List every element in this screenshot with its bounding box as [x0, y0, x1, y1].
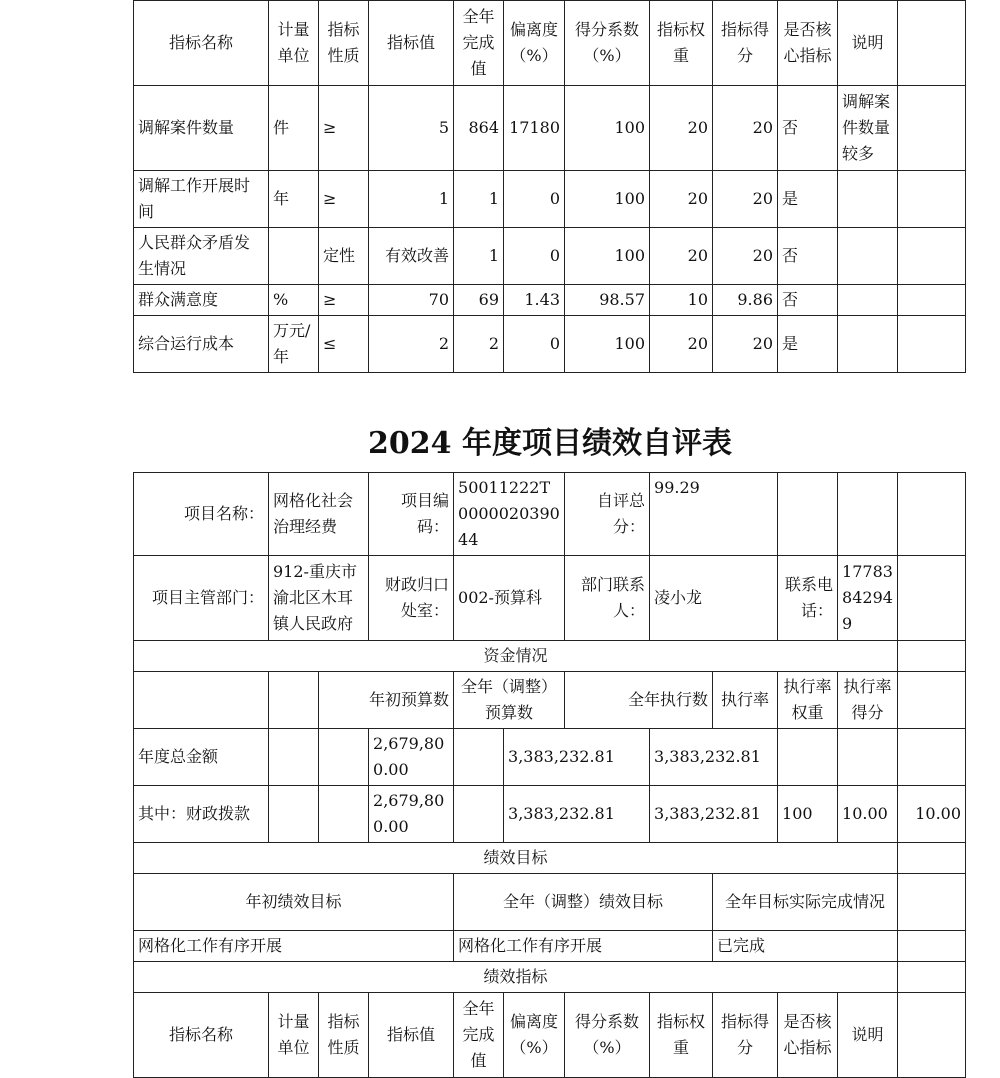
empty-cell — [454, 729, 504, 786]
goals-header-row — [134, 874, 966, 931]
empty-cell — [898, 962, 966, 993]
empty-cell — [454, 786, 504, 843]
empty-cell — [898, 931, 966, 962]
row-coef: 100 — [565, 228, 650, 285]
initial-goal: 网格化工作有序开展 — [134, 931, 454, 962]
row-name: 调解工作开展时间 — [134, 171, 269, 228]
funds-budget: 2,679,800.00 — [369, 786, 454, 843]
adjusted-goal: 网格化工作有序开展 — [454, 931, 713, 962]
table-row — [134, 316, 966, 373]
row-value: 有效改善 — [369, 228, 454, 285]
row-note: 调解案件数量较多 — [838, 86, 898, 171]
table-row — [134, 171, 966, 228]
row-value: 5 — [369, 86, 454, 171]
row-nature: 定性 — [319, 228, 369, 285]
empty-cell — [319, 729, 369, 786]
contact-value: 凌小龙 — [650, 556, 778, 641]
row-nature: ≥ — [319, 86, 369, 171]
row-name: 群众满意度 — [134, 285, 269, 316]
header-value: 指标值 — [369, 1, 454, 86]
initial-goal-header: 年初绩效目标 — [134, 874, 454, 931]
header-coef: 得分系数（%） — [565, 1, 650, 86]
section-row — [134, 641, 966, 672]
row-actual: 2 — [454, 316, 504, 373]
funds-score: 10.00 — [898, 786, 966, 843]
row-core: 否 — [778, 86, 838, 171]
header-unit: 计量单位 — [269, 993, 319, 1078]
row-coef: 98.57 — [565, 285, 650, 316]
funds-exec: 3,383,232.81 — [650, 786, 778, 843]
department-value: 912-重庆市渝北区木耳镇人民政府 — [269, 556, 369, 641]
rate-weight-header: 执行率权重 — [778, 672, 838, 729]
row-note — [838, 228, 898, 285]
section-row — [134, 843, 966, 874]
header-core: 是否核心指标 — [778, 1, 838, 86]
self-evaluation-table — [133, 472, 966, 1078]
funds-weight — [838, 729, 898, 786]
empty-cell — [269, 672, 319, 729]
header-deviation: 偏离度（%） — [504, 993, 565, 1078]
header-unit: 计量单位 — [269, 1, 319, 86]
empty-cell — [898, 285, 966, 316]
row-actual: 1 — [454, 171, 504, 228]
header-name: 指标名称 — [134, 993, 269, 1078]
empty-cell — [898, 874, 966, 931]
row-score: 20 — [713, 316, 778, 373]
row-value: 70 — [369, 285, 454, 316]
row-weight: 20 — [650, 171, 713, 228]
table-row — [134, 228, 966, 285]
goals-section-title: 绩效目标 — [134, 843, 898, 874]
funds-rate: 100 — [778, 786, 838, 843]
row-weight: 10 — [650, 285, 713, 316]
row-weight: 20 — [650, 316, 713, 373]
empty-cell — [898, 641, 966, 672]
row-deviation: 1.43 — [504, 285, 565, 316]
empty-cell — [898, 672, 966, 729]
funds-header-row — [134, 672, 966, 729]
header-actual: 全年完成值 — [454, 993, 504, 1078]
row-nature: ≥ — [319, 171, 369, 228]
actual-goal: 已完成 — [713, 931, 898, 962]
row-unit — [269, 228, 319, 285]
row-score: 20 — [713, 171, 778, 228]
row-score: 20 — [713, 86, 778, 171]
funds-row-label: 年度总金额 — [134, 729, 269, 786]
row-name: 人民群众矛盾发生情况 — [134, 228, 269, 285]
row-value: 2 — [369, 316, 454, 373]
adjusted-budget-header: 全年（调整）预算数 — [454, 672, 565, 729]
header-name: 指标名称 — [134, 1, 269, 86]
empty-cell — [898, 171, 966, 228]
empty-cell — [898, 1, 966, 86]
row-score: 9.86 — [713, 285, 778, 316]
funds-exec: 3,383,232.81 — [650, 729, 778, 786]
self-score-label: 自评总分： — [565, 473, 650, 556]
rate-header: 执行率 — [713, 672, 778, 729]
phone-value: 17783842949 — [838, 556, 898, 641]
table-row — [134, 285, 966, 316]
row-actual: 864 — [454, 86, 504, 171]
empty-cell — [269, 786, 319, 843]
project-name-value: 网格化社会治理经费 — [269, 473, 369, 556]
table-header-row — [134, 993, 966, 1078]
header-score: 指标得分 — [713, 993, 778, 1078]
actual-goal-header: 全年目标实际完成情况 — [713, 874, 898, 931]
finance-office-value: 002-预算科 — [454, 556, 565, 641]
empty-cell — [898, 993, 966, 1078]
header-weight: 指标权重 — [650, 1, 713, 86]
funds-rate — [778, 729, 838, 786]
row-actual: 1 — [454, 228, 504, 285]
row-weight: 20 — [650, 228, 713, 285]
table-header-row — [134, 1, 966, 86]
funds-row — [134, 786, 966, 843]
row-note — [838, 285, 898, 316]
empty-cell — [898, 228, 966, 285]
empty-cell — [898, 843, 966, 874]
header-weight: 指标权重 — [650, 993, 713, 1078]
empty-cell — [898, 316, 966, 373]
empty-cell — [319, 786, 369, 843]
row-actual: 69 — [454, 285, 504, 316]
header-nature: 指标性质 — [319, 993, 369, 1078]
header-deviation: 偏离度（%） — [504, 1, 565, 86]
row-score: 20 — [713, 228, 778, 285]
row-note — [838, 171, 898, 228]
project-code-label: 项目编码： — [369, 473, 454, 556]
row-unit: 件 — [269, 86, 319, 171]
funds-row — [134, 729, 966, 786]
header-note: 说明 — [838, 1, 898, 86]
row-coef: 100 — [565, 316, 650, 373]
header-score: 指标得分 — [713, 1, 778, 86]
department-label: 项目主管部门： — [134, 556, 269, 641]
empty-cell — [778, 473, 838, 556]
row-unit: 万元/年 — [269, 316, 319, 373]
row-deviation: 0 — [504, 228, 565, 285]
row-core: 否 — [778, 285, 838, 316]
project-info-row — [134, 556, 966, 641]
header-coef: 得分系数（%） — [565, 993, 650, 1078]
page-title: 2024 年度项目绩效自评表 — [368, 426, 732, 461]
self-score-value: 99.29 — [650, 473, 778, 556]
funds-section-title: 资金情况 — [134, 641, 898, 672]
contact-label: 部门联系人： — [565, 556, 650, 641]
header-core: 是否核心指标 — [778, 993, 838, 1078]
project-code-value: 50011222T000002039044 — [454, 473, 565, 556]
row-nature: ≤ — [319, 316, 369, 373]
funds-adjusted: 3,383,232.81 — [504, 786, 650, 843]
row-unit: % — [269, 285, 319, 316]
row-deviation: 0 — [504, 171, 565, 228]
empty-cell — [134, 672, 269, 729]
row-coef: 100 — [565, 86, 650, 171]
row-core: 是 — [778, 316, 838, 373]
row-note — [838, 316, 898, 373]
header-value: 指标值 — [369, 993, 454, 1078]
table-row — [134, 86, 966, 171]
budget-header: 年初预算数 — [319, 672, 454, 729]
row-deviation: 17180 — [504, 86, 565, 171]
finance-office-label: 财政归口处室： — [369, 556, 454, 641]
row-nature: ≥ — [319, 285, 369, 316]
row-core: 是 — [778, 171, 838, 228]
indicators-section-title: 绩效指标 — [134, 962, 898, 993]
empty-cell — [898, 556, 966, 641]
empty-cell — [898, 473, 966, 556]
funds-budget: 2,679,800.00 — [369, 729, 454, 786]
empty-cell — [838, 473, 898, 556]
project-info-row — [134, 473, 966, 556]
section-row — [134, 962, 966, 993]
row-weight: 20 — [650, 86, 713, 171]
project-name-label: 项目名称： — [134, 473, 269, 556]
header-note: 说明 — [838, 993, 898, 1078]
row-core: 否 — [778, 228, 838, 285]
funds-adjusted: 3,383,232.81 — [504, 729, 650, 786]
funds-row-label: 其中：财政拨款 — [134, 786, 269, 843]
rate-score-header: 执行率得分 — [838, 672, 898, 729]
row-value: 1 — [369, 171, 454, 228]
row-coef: 100 — [565, 171, 650, 228]
execution-header: 全年执行数 — [565, 672, 713, 729]
row-deviation: 0 — [504, 316, 565, 373]
row-unit: 年 — [269, 171, 319, 228]
goals-row — [134, 931, 966, 962]
phone-label: 联系电话： — [778, 556, 838, 641]
header-nature: 指标性质 — [319, 1, 369, 86]
indicator-table-top — [133, 0, 966, 373]
header-actual: 全年完成值 — [454, 1, 504, 86]
funds-score — [898, 729, 966, 786]
adjusted-goal-header: 全年（调整）绩效目标 — [454, 874, 713, 931]
row-name: 调解案件数量 — [134, 86, 269, 171]
empty-cell — [898, 86, 966, 171]
row-name: 综合运行成本 — [134, 316, 269, 373]
empty-cell — [269, 729, 319, 786]
funds-weight: 10.00 — [838, 786, 898, 843]
